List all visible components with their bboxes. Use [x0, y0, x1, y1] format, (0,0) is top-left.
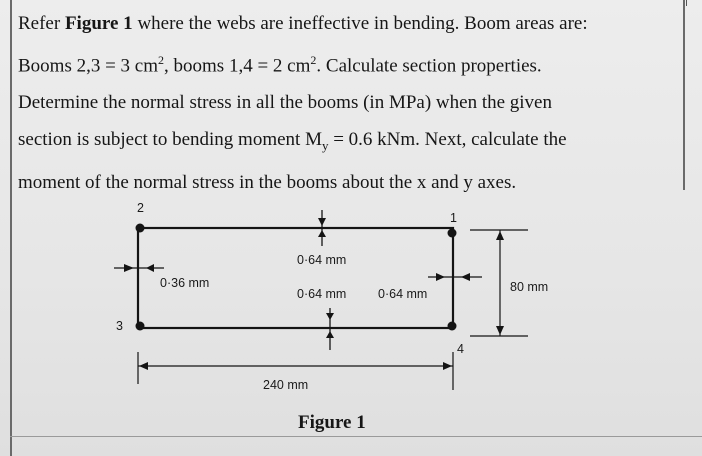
- statement-line-4: section is subject to bending moment $M_y = 0.6$ kNm. Next, calculate the: [18, 129, 567, 154]
- boom-4-label: 4: [457, 342, 464, 356]
- boom-1-label: 1: [450, 211, 457, 225]
- statement-line-3: Determine the normal stress in all the booms (in MPa) when the given: [18, 92, 552, 114]
- right-thickness-label: 0·64 mm: [378, 287, 428, 301]
- figure-caption: Figure 1: [298, 412, 366, 433]
- boom-3: [136, 322, 145, 331]
- statement-line-5: moment of the normal stress in the booms about the x and y axes.: [18, 172, 517, 194]
- height-label: 80 mm: [510, 280, 549, 294]
- top-thickness-label: 0·64 mm: [297, 253, 347, 267]
- boom-2: [136, 224, 145, 233]
- statement-line-1: Refer Figure 1 where the webs are ineffective in bending. Boom areas are:: [18, 13, 588, 34]
- bottom-thickness-label: 0·64 mm: [297, 287, 347, 301]
- boom-3-label: 3: [116, 319, 123, 333]
- left-thickness-label: 0·36 mm: [160, 276, 210, 290]
- boom-1: [448, 229, 457, 238]
- boom-4: [448, 322, 457, 331]
- width-label: 240 mm: [263, 378, 309, 392]
- right-thickness-marker: [428, 273, 482, 281]
- figure-reference: Figure 1: [64, 13, 133, 34]
- statement-line-2: Booms 2,3 = 3 $cm^2$, booms 1,4 = 2 $cm^2$. Calculate section properties.: [18, 53, 542, 77]
- boom-2-label: 2: [137, 201, 144, 215]
